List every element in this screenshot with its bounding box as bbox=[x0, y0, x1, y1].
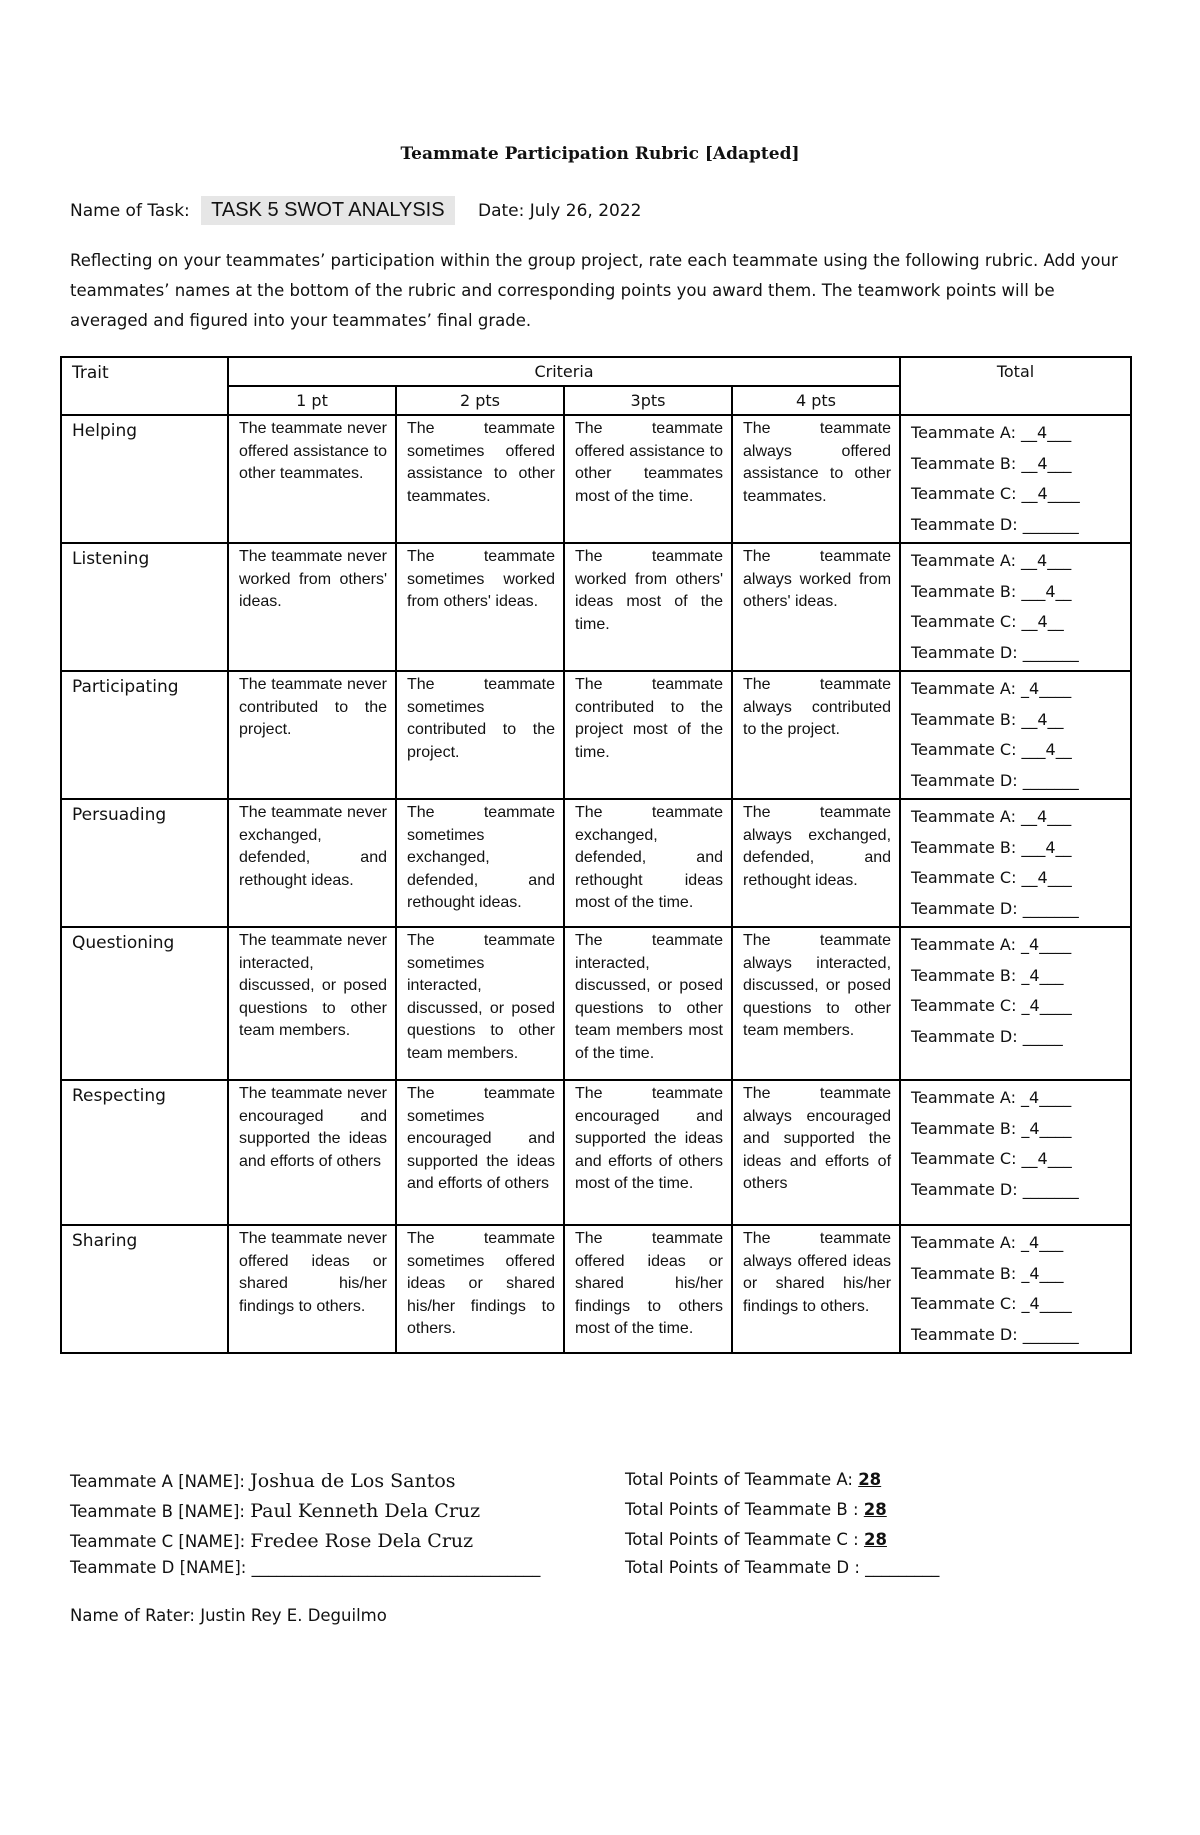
total-cell bbox=[900, 1080, 1131, 1225]
trait-cell: Questioning bbox=[61, 927, 228, 1080]
teammate-score: Teammate B: _4____ bbox=[911, 1118, 1072, 1138]
criteria-cell: The teammate contributed to the project most of the time. bbox=[564, 671, 732, 799]
total-cell bbox=[900, 1225, 1131, 1353]
criteria-cell: The teammate sometimes interacted, discussed, or posed questions to other team members. bbox=[396, 927, 564, 1080]
trait-cell: Listening bbox=[61, 543, 228, 671]
task-value: TASK 5 SWOT ANALYSIS bbox=[201, 196, 454, 225]
teammate-name-line bbox=[70, 1470, 882, 1492]
document-title: Teammate Participation Rubric [Adapted] bbox=[400, 144, 800, 164]
header-criteria: Criteria bbox=[228, 357, 900, 386]
criteria-cell: The teammate always encouraged and supported the ideas and efforts of others bbox=[732, 1080, 900, 1225]
teammate-score: Teammate D: _______ bbox=[911, 770, 1079, 790]
rubric-row bbox=[61, 799, 1131, 927]
total-points-value: _________ bbox=[865, 1558, 940, 1577]
teammate-score: Teammate C: __4___ bbox=[911, 1149, 1072, 1168]
rater-name: Justin Rey E. Deguilmo bbox=[200, 1606, 387, 1625]
teammate-score: Teammate C: __4__ bbox=[911, 612, 1064, 631]
total-cell bbox=[900, 927, 1131, 1080]
total-points-label: Total Points of Teammate B : bbox=[625, 1500, 864, 1519]
intro-paragraph: Reflecting on your teammates’ participation within the group project, rate each teammate using the following rubric. Add your teammates’ names at the bottom of the rubric and corresponding points you award them. The teamwork points will be averaged and figured into your teammates’ final grade. bbox=[70, 251, 1118, 330]
criteria-cell: The teammate always interacted, discussed, or posed questions to other team members. bbox=[732, 927, 900, 1080]
criteria-cell: The teammate never contributed to the project. bbox=[228, 671, 396, 799]
criteria-cell: The teammate interacted, discussed, or posed questions to other team members most of the time. bbox=[564, 927, 732, 1080]
total-cell bbox=[900, 671, 1131, 799]
criteria-cell: The teammate always offered assistance to other teammates. bbox=[732, 415, 900, 543]
teammate-name-line bbox=[70, 1558, 940, 1577]
criteria-cell: The teammate always worked from others' ideas. bbox=[732, 543, 900, 671]
criteria-cell: The teammate offered assistance to other teammates most of the time. bbox=[564, 415, 732, 543]
teammate-name-value: Paul Kenneth Dela Cruz bbox=[250, 1500, 481, 1522]
teammate-score: Teammate A: __4___ bbox=[911, 807, 1072, 826]
rubric-table bbox=[60, 356, 1132, 1354]
teammate-score: Teammate D: _______ bbox=[911, 898, 1079, 918]
teammate-score: Teammate A: _4____ bbox=[911, 1088, 1072, 1107]
teammate-name-label: Teammate C [NAME]: bbox=[70, 1532, 251, 1551]
total-cell bbox=[900, 799, 1131, 927]
teammate-score: Teammate B: ___4__ bbox=[911, 581, 1072, 601]
trait-cell: Participating bbox=[61, 671, 228, 799]
criteria-cell: The teammate sometimes offered ideas or shared his/her findings to others. bbox=[396, 1225, 564, 1353]
criteria-cell: The teammate exchanged, defended, and rethought ideas most of the time. bbox=[564, 799, 732, 927]
teammate-score: Teammate C: __4____ bbox=[911, 484, 1080, 503]
criteria-cell: The teammate always contributed to the project. bbox=[732, 671, 900, 799]
teammate-score: Teammate B: _4___ bbox=[911, 965, 1064, 985]
header-1pt: 1 pt bbox=[228, 386, 396, 415]
teammate-name-label: Teammate B [NAME]: bbox=[70, 1502, 251, 1521]
trait-cell: Respecting bbox=[61, 1080, 228, 1225]
header-4pts: 4 pts bbox=[732, 386, 900, 415]
teammate-name-value: Joshua de Los Santos bbox=[250, 1470, 456, 1492]
teammate-score: Teammate A: __4___ bbox=[911, 551, 1072, 570]
total-points-value: 28 bbox=[863, 1500, 887, 1519]
rater-line bbox=[70, 1606, 387, 1625]
teammate-score: Teammate B: __4__ bbox=[911, 709, 1064, 729]
rubric-row bbox=[61, 1225, 1131, 1353]
criteria-cell: The teammate never worked from others' ideas. bbox=[228, 543, 396, 671]
teammate-score: Teammate A: _4____ bbox=[911, 679, 1072, 698]
teammate-score: Teammate B: __4___ bbox=[911, 453, 1072, 473]
teammate-score: Teammate A: __4___ bbox=[911, 423, 1072, 442]
task-line bbox=[70, 196, 641, 225]
criteria-cell: The teammate sometimes encouraged and supported the ideas and efforts of others bbox=[396, 1080, 564, 1225]
teammate-score: Teammate D: _______ bbox=[911, 1324, 1079, 1344]
teammate-score: Teammate D: _____ bbox=[911, 1026, 1063, 1046]
teammate-score: Teammate C: _4____ bbox=[911, 996, 1072, 1015]
trait-cell: Persuading bbox=[61, 799, 228, 927]
rubric-row bbox=[61, 927, 1131, 1080]
header-trait: Trait bbox=[61, 357, 228, 415]
task-label: Name of Task: bbox=[70, 201, 190, 221]
teammate-score: Teammate D: _______ bbox=[911, 642, 1079, 662]
criteria-cell: The teammate sometimes contributed to the project. bbox=[396, 671, 564, 799]
criteria-cell: The teammate never encouraged and supported the ideas and efforts of others bbox=[228, 1080, 396, 1225]
teammate-name-line bbox=[70, 1530, 887, 1552]
rater-label: Name of Rater: bbox=[70, 1606, 195, 1625]
teammate-score: Teammate A: _4___ bbox=[911, 1233, 1064, 1252]
criteria-cell: The teammate encouraged and supported the ideas and efforts of others most of the time. bbox=[564, 1080, 732, 1225]
teammate-name-line bbox=[70, 1500, 887, 1522]
rubric-row bbox=[61, 543, 1131, 671]
criteria-cell: The teammate worked from others' ideas most of the time. bbox=[564, 543, 732, 671]
criteria-cell: The teammate sometimes exchanged, defended, and rethought ideas. bbox=[396, 799, 564, 927]
rubric-row bbox=[61, 1080, 1131, 1225]
teammate-score: Teammate C: _4____ bbox=[911, 1294, 1072, 1313]
teammate-name-label: Teammate A [NAME]: bbox=[70, 1472, 251, 1491]
rubric-row bbox=[61, 671, 1131, 799]
criteria-cell: The teammate never offered assistance to other teammates. bbox=[228, 415, 396, 543]
rubric-row bbox=[61, 415, 1131, 543]
criteria-cell: The teammate always offered ideas or shared his/her findings to others. bbox=[732, 1225, 900, 1353]
total-points-label: Total Points of Teammate C : bbox=[625, 1530, 864, 1549]
teammate-score: Teammate B: _4___ bbox=[911, 1263, 1064, 1283]
date-label: Date: bbox=[478, 201, 525, 221]
total-points-value: 28 bbox=[863, 1530, 887, 1549]
header-3pts: 3pts bbox=[564, 386, 732, 415]
total-points bbox=[625, 1558, 939, 1577]
header-total: Total bbox=[900, 357, 1131, 415]
total-points-label: Total Points of Teammate A: bbox=[625, 1470, 859, 1489]
criteria-cell: The teammate sometimes offered assistance to other teammates. bbox=[396, 415, 564, 543]
total-points-value: 28 bbox=[858, 1470, 882, 1489]
criteria-cell: The teammate sometimes worked from others' ideas. bbox=[396, 543, 564, 671]
teammate-score: Teammate D: _______ bbox=[911, 514, 1079, 534]
criteria-cell: The teammate always exchanged, defended, and rethought ideas. bbox=[732, 799, 900, 927]
teammate-score: Teammate C: __4___ bbox=[911, 868, 1072, 887]
criteria-cell: The teammate never interacted, discussed, or posed questions to other team members. bbox=[228, 927, 396, 1080]
teammate-score: Teammate C: ___4__ bbox=[911, 740, 1072, 759]
header-2pts: 2 pts bbox=[396, 386, 564, 415]
criteria-cell: The teammate offered ideas or shared his/her findings to others most of the time. bbox=[564, 1225, 732, 1353]
total-points bbox=[625, 1500, 887, 1519]
criteria-cell: The teammate never offered ideas or shared his/her findings to others. bbox=[228, 1225, 396, 1353]
total-points-label: Total Points of Teammate D : bbox=[625, 1558, 866, 1577]
trait-cell: Sharing bbox=[61, 1225, 228, 1353]
teammate-name-value: Fredee Rose Dela Cruz bbox=[250, 1530, 474, 1552]
date-value: July 26, 2022 bbox=[529, 201, 642, 221]
total-points bbox=[625, 1530, 887, 1549]
teammate-name-value: ___________________________________ bbox=[251, 1558, 541, 1577]
criteria-cell: The teammate never exchanged, defended, and rethought ideas. bbox=[228, 799, 396, 927]
total-cell bbox=[900, 415, 1131, 543]
teammate-score: Teammate B: ___4__ bbox=[911, 837, 1072, 857]
teammate-score: Teammate A: _4____ bbox=[911, 935, 1072, 954]
teammate-score: Teammate D: _______ bbox=[911, 1179, 1079, 1199]
trait-cell: Helping bbox=[61, 415, 228, 543]
total-cell bbox=[900, 543, 1131, 671]
teammate-name-label: Teammate D [NAME]: bbox=[70, 1558, 252, 1577]
total-points bbox=[625, 1470, 881, 1489]
